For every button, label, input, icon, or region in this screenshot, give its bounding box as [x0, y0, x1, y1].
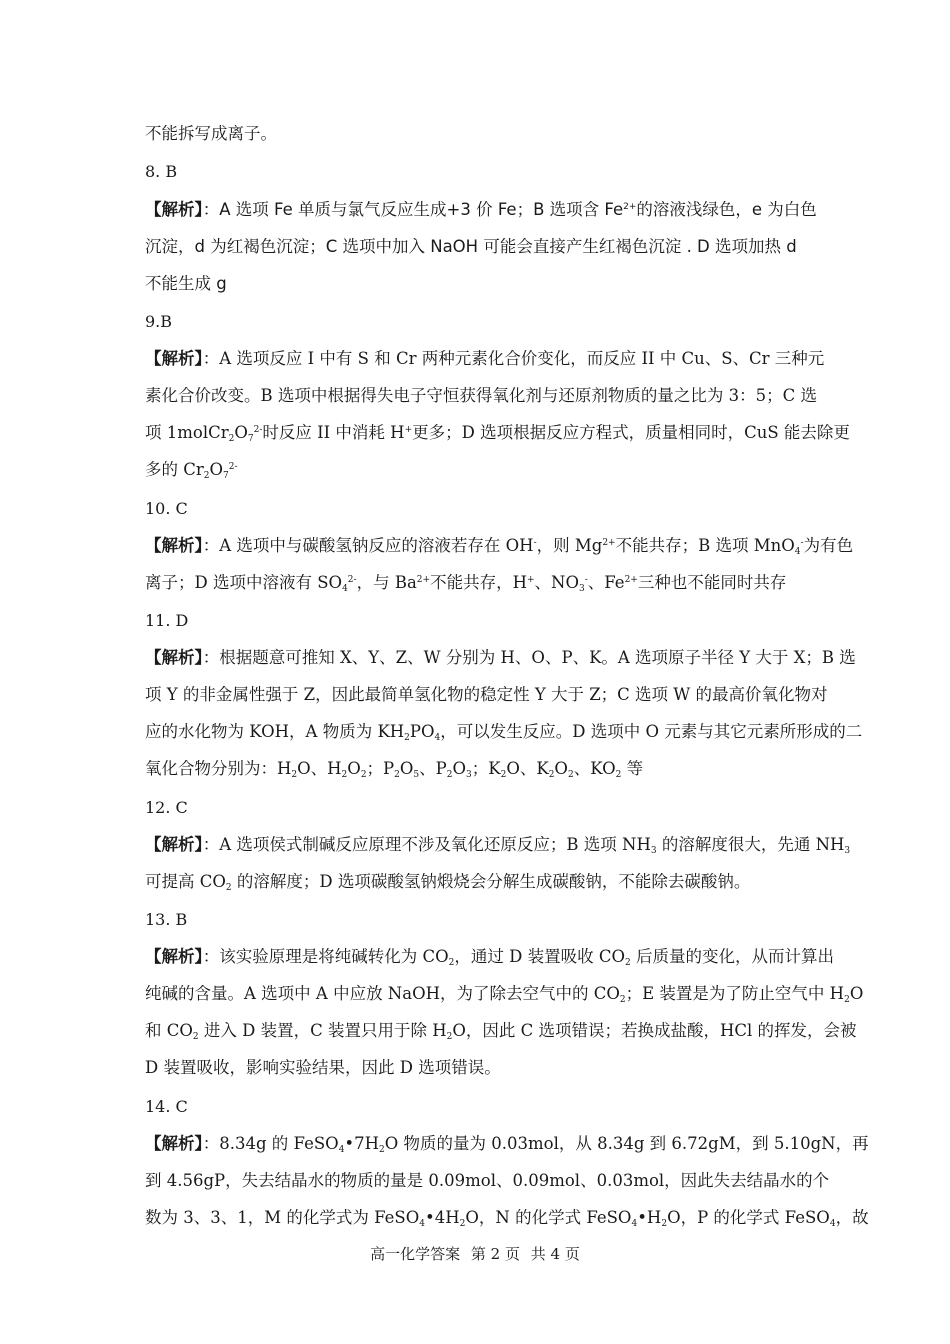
- analysis-line: 【解析】：该实验原理是将纯碱转化为 $CO_2$，通过 D 装置吸收 $CO_2$ 后质量的变化，从而计算出: [145, 947, 834, 968]
- analysis-label: 【解析】: [145, 648, 203, 667]
- analysis-line: 氧化合物分别为：$H_2O$、$H_2O_2$；$P_2O_5$、$P_2O_3$；$K_2O$、$K_2O_2$、$KO_2$ 等: [145, 759, 644, 780]
- question-number: 8. B: [145, 162, 178, 181]
- footer-page-number: 第 2 页: [470, 1245, 520, 1263]
- question-number: 14. C: [145, 1097, 188, 1116]
- analysis-label: 【解析】: [145, 349, 203, 368]
- analysis-line: 项 $1molCr_2O_7^{2-}$时反应 II 中消耗 H+更多；D 选项根据反应方程式，质量相同时，CuS 能去除更: [145, 423, 850, 444]
- analysis-line: 【解析】：8.34g 的 $FeSO_4•7H_2O$ 物质的量为 0.03mol，从 8.34g 到 6.72gM，到 5.10gN，再: [145, 1134, 869, 1155]
- analysis-line: 应的水化物为 KOH，A 物质为 $KH_2PO_4$，可以发生反应。D 选项中 O 元素与其它元素所形成的二: [145, 722, 863, 743]
- analysis-label: 【解析】: [145, 200, 203, 219]
- analysis-line: 【解析】：A 选项侯式制碱反应原理不涉及氧化还原反应；B 选项 $NH_3$ 的溶解度很大，先通 $NH_3$: [145, 835, 851, 856]
- footer-total-pages: 共 4 页: [530, 1245, 580, 1263]
- analysis-line: 项 Y 的非金属性强于 Z，因此最简单氢化物的稳定性 Y 大于 Z；C 选项 W 的最高价氧化物对: [145, 685, 828, 704]
- analysis-line: D 装置吸收，影响实验结果，因此 D 选项错误。: [145, 1058, 501, 1077]
- analysis-line: 到 4.56gP，失去结晶水的物质的量是 0.09mol、0.09mol、0.03mol，因此失去结晶水的个: [145, 1171, 830, 1190]
- analysis-line: 纯碱的含量。A 选项中 A 中应放 NaOH，为了除去空气中的 $CO_2$；E 装置是为了防止空气中 $H_2O$: [145, 984, 864, 1005]
- analysis-label: 【解析】: [145, 947, 203, 966]
- analysis-line: 多的 $Cr_2O_7^{2-}$: [145, 460, 238, 481]
- footer-course: 高一化学答案: [370, 1245, 461, 1263]
- analysis-label: 【解析】: [145, 1134, 203, 1153]
- analysis-line: 素化合价改变。B 选项中根据得失电子守恒获得氧化剂与还原剂物质的量之比为 3：5；C 选: [145, 386, 817, 405]
- text-line: 不能拆写成离子。: [145, 124, 277, 143]
- question-number: 12. C: [145, 798, 188, 817]
- analysis-line: 沉淀，d 为红褐色沉淀；C 选项中加入 NaOH 可能会直接产生红褐色沉淀 . D 选项加热 d: [145, 237, 797, 256]
- question-number: 9.B: [145, 312, 173, 331]
- analysis-line: 【解析】：A 选项 Fe 单质与氯气反应生成+3 价 Fe；B 选项含 $Fe^{2+}$的溶液浅绿色，e 为白色: [145, 200, 817, 219]
- analysis-line: 离子；D 选项中溶液有 $SO_4^{2-}$，与 $Ba^{2+}$不能共存，H+、$NO_3^-$、$Fe^{2+}$三种也不能同时共存: [145, 573, 787, 594]
- question-number: 11. D: [145, 611, 189, 630]
- analysis-label: 【解析】: [145, 835, 203, 854]
- question-number: 13. B: [145, 910, 188, 929]
- analysis-line: 不能生成 g: [145, 274, 227, 293]
- analysis-line: 【解析】：A 选项反应 I 中有 S 和 Cr 两种元素化合价变化，而反应 II 中 Cu、S、Cr 三种元: [145, 349, 825, 368]
- analysis-line: 和 $CO_2$ 进入 D 装置，C 装置只用于除 $H_2O$，因此 C 选项错误；若换成盐酸，HCl 的挥发，会被: [145, 1021, 857, 1042]
- analysis-line: 可提高 $CO_2$ 的溶解度；D 选项碳酸氢钠煅烧会分解生成碳酸钠，不能除去碳酸钠。: [145, 872, 751, 893]
- question-number: 10. C: [145, 499, 188, 518]
- analysis-label: 【解析】: [145, 536, 203, 555]
- analysis-line: 【解析】：A 选项中与碳酸氢钠反应的溶液若存在 OH-，则 $Mg^{2+}$不能共存；B 选项 MnO$_4$-为有色: [145, 536, 854, 557]
- analysis-line: 数为 3、3、1，M 的化学式为 $FeSO_4•4H_2O$，N 的化学式 $FeSO_4•H_2O$，P 的化学式 FeSO$_4$，故: [145, 1208, 869, 1229]
- analysis-line: 【解析】：根据题意可推知 X、Y、Z、W 分别为 H、O、P、K。A 选项原子半径 Y 大于 X；B 选: [145, 648, 856, 667]
- page-footer: [0, 1244, 950, 1264]
